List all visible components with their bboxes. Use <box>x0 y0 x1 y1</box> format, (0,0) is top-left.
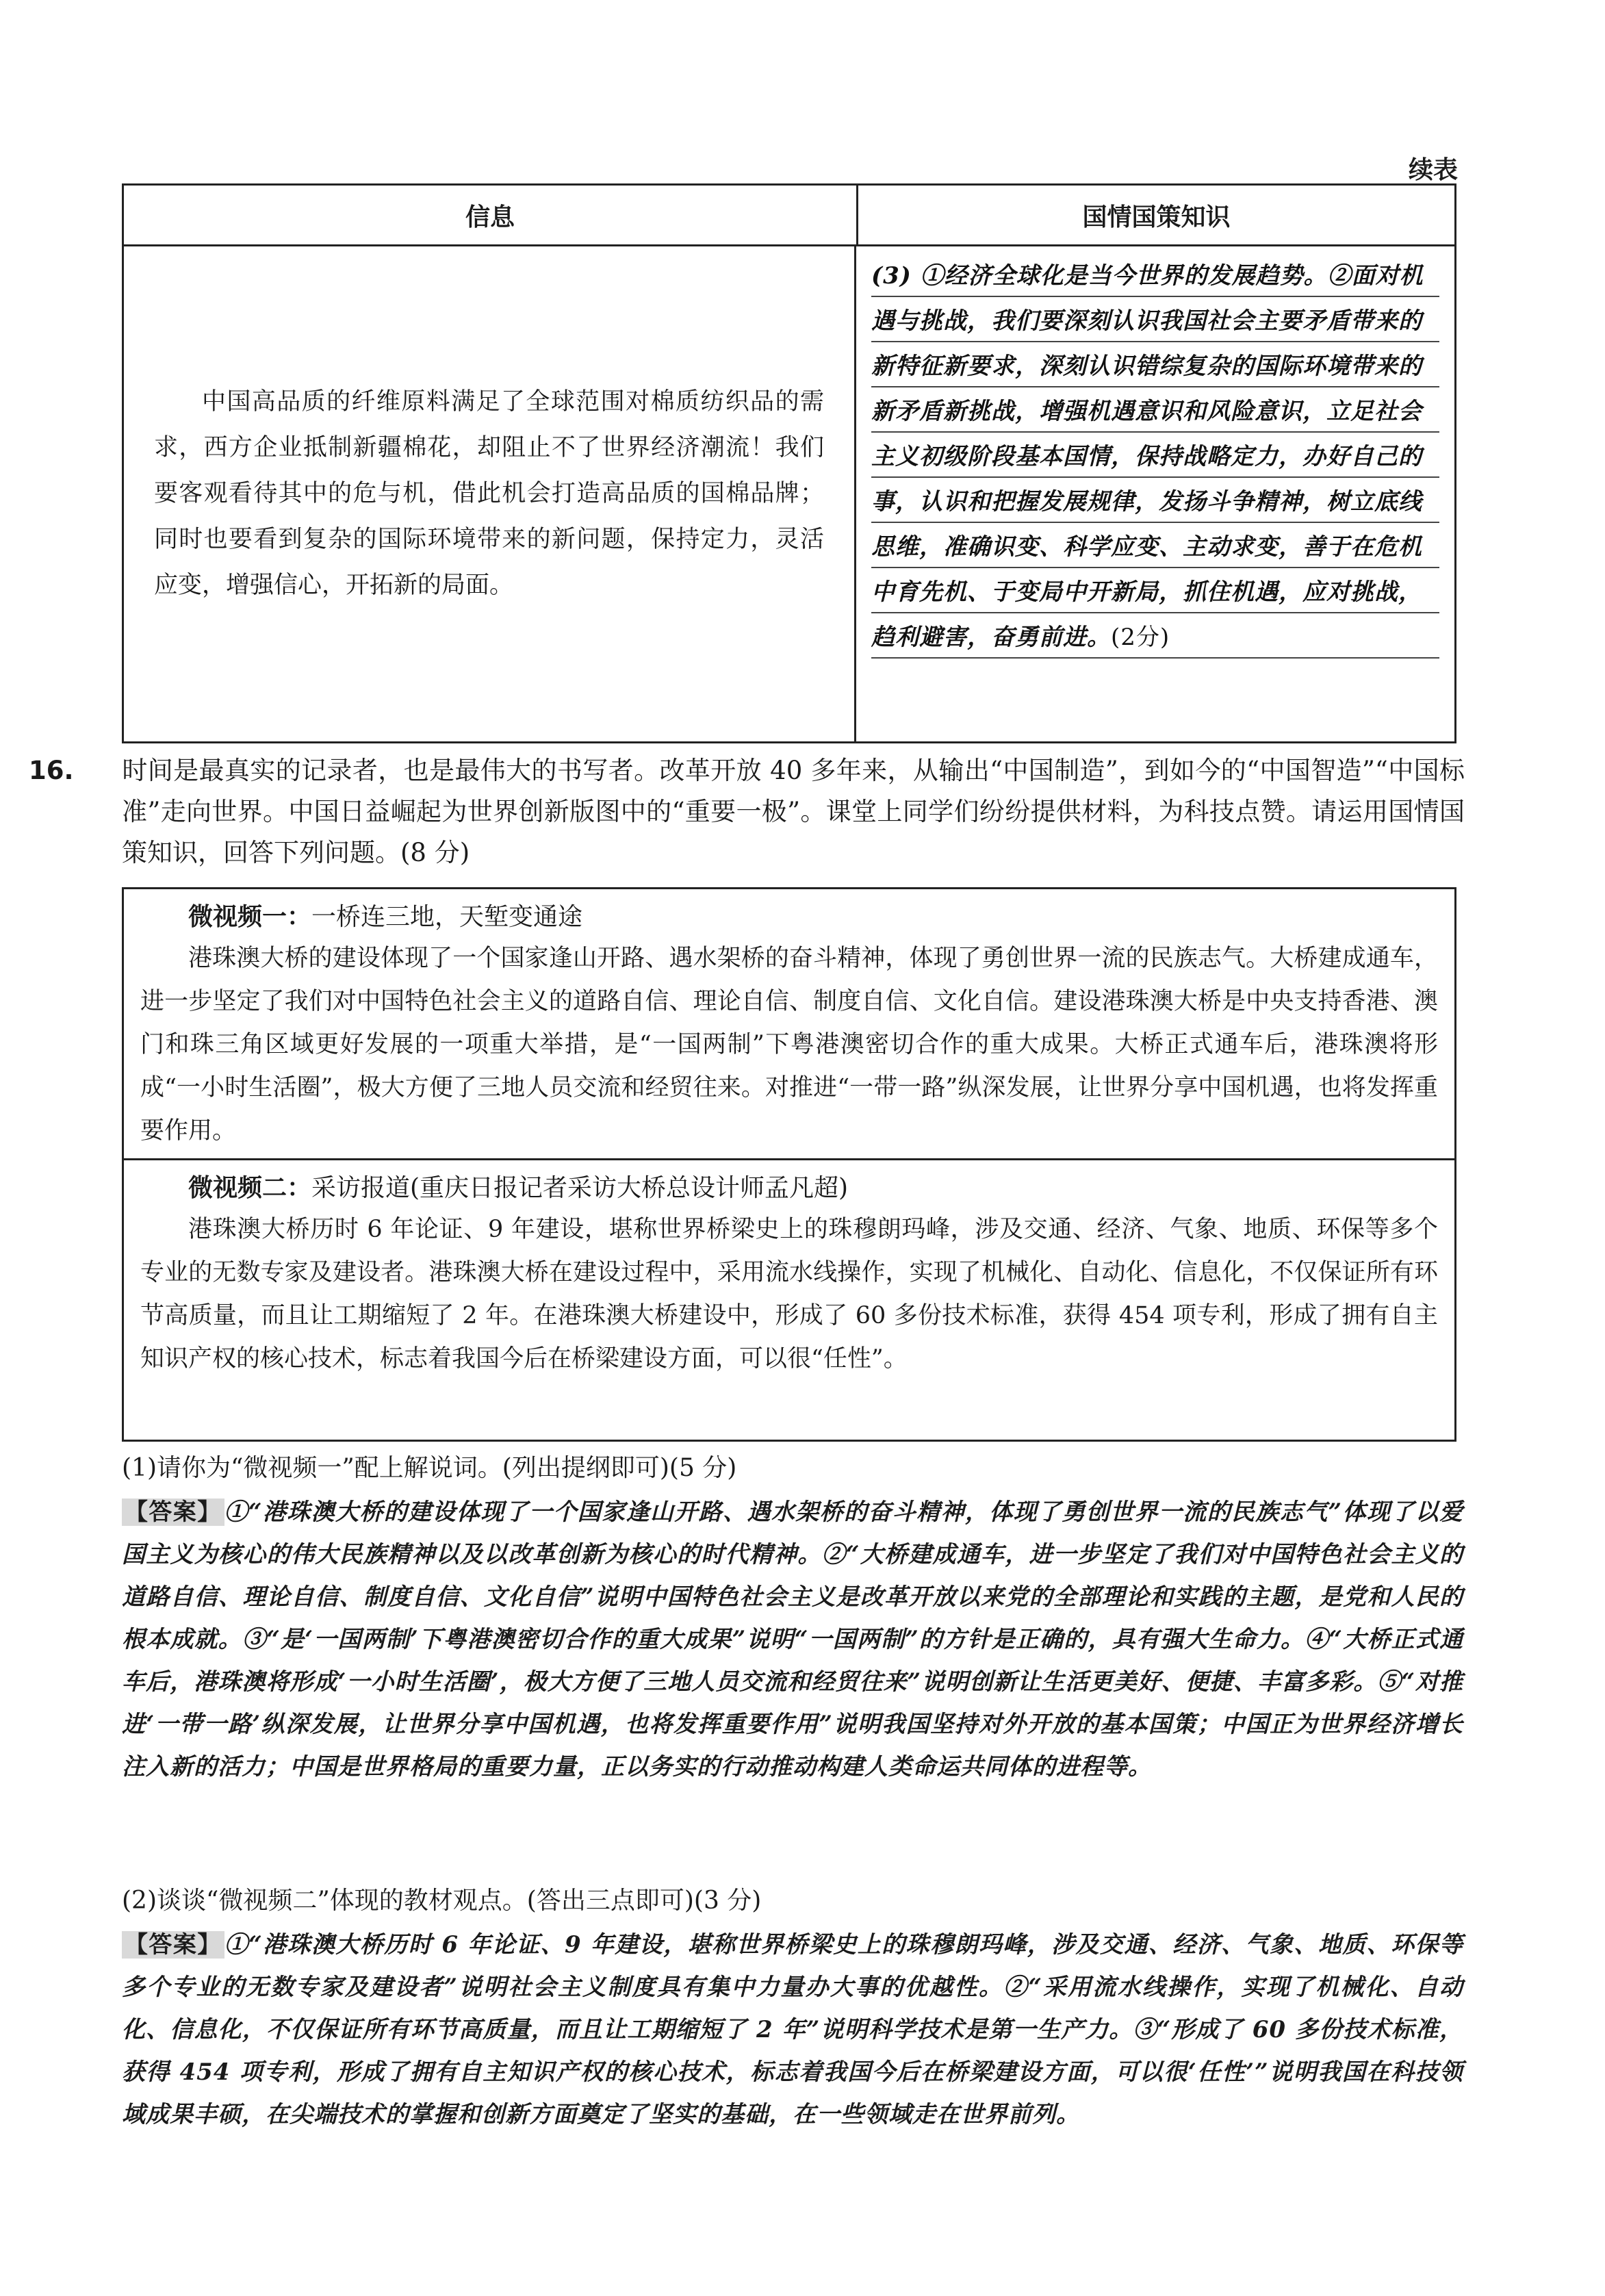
table-continued-label: 续表 <box>1408 156 1458 184</box>
question-16 <box>29 750 1465 873</box>
answer-1-tag: 【答案】 <box>122 1498 224 1526</box>
micro-video-2-title-text: 采访报道(重庆日报记者采访大桥总设计师孟凡超) <box>311 1174 849 1202</box>
header-knowledge: 国情国策知识 <box>1082 203 1231 231</box>
handwritten-score: (2分) <box>1111 624 1170 651</box>
sub-question-2: (2)谈谈“微视频二”体现的教材观点。(答出三点即可)(3 分) <box>122 1887 762 1915</box>
micro-video-1 <box>124 889 1454 1160</box>
material-box <box>122 887 1456 1442</box>
handwritten-answer <box>871 253 1439 660</box>
sub-question-1: (1)请你为“微视频一”配上解说词。(列出提纲即可)(5 分) <box>122 1454 737 1482</box>
answer-2-tag: 【答案】 <box>122 1931 224 1959</box>
micro-video-2 <box>124 1160 1454 1381</box>
info-text: 中国高品质的纤维原料满足了全球范围对棉质纺织品的需求，西方企业抵制新疆棉花，却阻止不了世界经济潮流！我们要客观看待其中的危与机，借此机会打造高品质的国棉品牌；同时也要看到复杂的国际环境带来的新问题，保持定力，灵活应变，增强信心，开拓新的局面。 <box>154 388 824 599</box>
table-header-row <box>124 186 1454 246</box>
micro-video-1-title-text: 一桥连三地，天堑变通途 <box>311 903 583 931</box>
micro-video-2-title <box>140 1169 1438 1208</box>
handwritten-answer-text: (3) ①经济全球化是当今世界的发展趋势。②面对机遇与挑战，我们要深刻认识我国社会主要矛盾带来的新特征新要求，深刻认识错综复杂的国际环境带来的新矛盾新挑战，增强机遇意识和风险意识，立足社会主义初级阶段基本国情，保持战略定力，办好自己的事，认识和把握发展规律，发扬斗争精神，树立底线思维，准确识变、科学应变、主动求变，善于在危机中育先机、于变局中开新局，抓住机遇，应对挑战，趋利避害，奋勇前进。 <box>871 262 1424 651</box>
answer-2 <box>122 1924 1463 2136</box>
answer-2-text: ①“港珠澳大桥历时 6 年论证、9 年建设，堪称世界桥梁史上的珠穆朗玛峰，涉及交通、经济、气象、地质、环保等多个专业的无数专家及建设者”说明社会主义制度具有集中力量办大事的优越性。②“采用流水线操作，实现了机械化、自动化、信息化，不仅保证所有环节高质量，而且让工期缩短了 2 年”说明科学技术是第一生产力。③“形成了 60 多份技术标准，获得 454 项专利，形成了拥有自主知识产权的核心技术，标志着我国今后在桥梁建设方面，可以很‘任性’”说明我国在科技领域成果丰硕，在尖端技术的掌握和创新方面奠定了坚实的基础，在一些领域走在世界前列。 <box>122 1931 1463 2128</box>
info-cell <box>124 246 856 741</box>
table-body-row <box>124 246 1454 741</box>
micro-video-1-body: 港珠澳大桥的建设体现了一个国家逢山开路、遇水架桥的奋斗精神，体现了勇创世界一流的民族志气。大桥建成通车，进一步坚定了我们对中国特色社会主义的道路自信、理论自信、制度自信、文化自信。建设港珠澳大桥是中央支持香港、澳门和珠三角区域更好发展的一项重大举措，是“一国两制”下粤港澳密切合作的重大成果。大桥正式通车后，港珠澳将形成“一小时生活圈”，极大方便了三地人员交流和经贸往来。对推进“一带一路”纵深发展，让世界分享中国机遇，也将发挥重要作用。 <box>140 945 1438 1145</box>
answer-1 <box>122 1491 1463 1788</box>
answer-1-text: ①“港珠澳大桥的建设体现了一个国家逢山开路、遇水架桥的奋斗精神，体现了勇创世界一流的民族志气”体现了以爱国主义为核心的伟大民族精神以及以改革创新为核心的时代精神。②“大桥建成通车，进一步坚定了我们对中国特色社会主义的道路自信、理论自信、制度自信、文化自信”说明中国特色社会主义是改革开放以来党的全部理论和实践的主题，是党和人民的根本成就。③“是‘一国两制’下粤港澳密切合作的重大成果”说明“一国两制”的方针是正确的，具有强大生命力。④“大桥正式通车后，港珠澳将形成‘一小时生活圈’，极大方便了三地人员交流和经贸往来”说明创新让生活更美好、便捷、丰富多彩。⑤“对推进‘一带一路’纵深发展，让世界分享中国机遇，也将发挥重要作用”说明我国坚持对外开放的基本国策；中国正为世界经济增长注入新的活力；中国是世界格局的重要力量，正以务实的行动推动构建人类命运共同体的进程等。 <box>122 1498 1464 1781</box>
micro-video-2-label: 微视频二： <box>188 1174 312 1202</box>
header-info: 信息 <box>124 186 858 244</box>
question-stem: 时间是最真实的记录者，也是最伟大的书写者。改革开放 40 多年来，从输出“中国制造”，到如今的“中国智造”“中国标准”走向世界。中国日益崛起为世界创新版图中的“重要一极”。课堂上同学们纷纷提供材料，为科技点赞。请运用国情国策知识，回答下列问题。(8 分) <box>122 756 1465 867</box>
question-number: 16. <box>29 756 74 785</box>
micro-video-2-body: 港珠澳大桥历时 6 年论证、9 年建设，堪称世界桥梁史上的珠穆朗玛峰，涉及交通、经济、气象、地质、环保等多个专业的无数专家及建设者。港珠澳大桥在建设过程中，采用流水线操作，实现了机械化、自动化、信息化，不仅保证所有环节高质量，而且让工期缩短了 2 年。在港珠澳大桥建设中，形成了 60 多份技术标准，获得 454 项专利，形成了拥有自主知识产权的核心技术，标志着我国今后在桥梁建设方面，可以很“任性”。 <box>140 1216 1438 1373</box>
micro-video-1-label: 微视频一： <box>188 903 312 931</box>
info-knowledge-table <box>122 183 1456 743</box>
knowledge-cell <box>856 246 1454 741</box>
micro-video-1-title <box>140 897 1438 937</box>
